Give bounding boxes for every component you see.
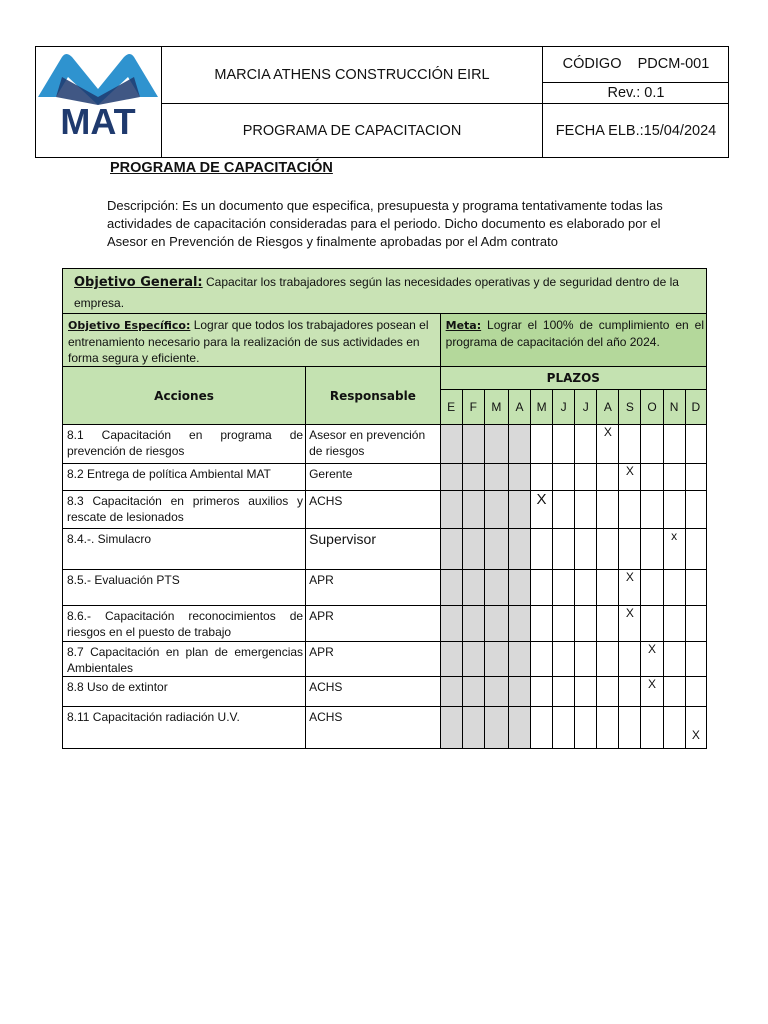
schedule-cell xyxy=(575,707,597,749)
schedule-cell xyxy=(508,491,530,529)
schedule-cell: X xyxy=(641,642,663,677)
schedule-cell xyxy=(508,425,530,464)
schedule-cell xyxy=(685,642,706,677)
schedule-cell xyxy=(531,707,553,749)
schedule-cell xyxy=(575,529,597,570)
revision: Rev.: 0.1 xyxy=(607,85,665,101)
schedule-cell xyxy=(685,425,706,464)
schedule-cell xyxy=(462,464,484,491)
schedule-cell xyxy=(508,677,530,707)
acciones-header: Acciones xyxy=(63,367,306,425)
schedule-cell xyxy=(508,707,530,749)
table-row xyxy=(63,425,707,464)
schedule-cell xyxy=(462,642,484,677)
schedule-cell xyxy=(663,606,685,642)
month-header: M xyxy=(484,390,508,425)
schedule-cell xyxy=(462,491,484,529)
schedule-cell xyxy=(641,491,663,529)
schedule-cell xyxy=(597,464,619,491)
schedule-cell xyxy=(484,464,508,491)
schedule-cell xyxy=(462,425,484,464)
company-logo xyxy=(36,47,161,157)
schedule-cell: X xyxy=(597,425,619,464)
schedule-cell xyxy=(597,606,619,642)
schedule-cell xyxy=(575,606,597,642)
schedule-cell xyxy=(484,606,508,642)
schedule-cell xyxy=(440,642,462,677)
page-title: PROGRAMA DE CAPACITACIÓN xyxy=(110,160,333,176)
schedule-cell xyxy=(553,425,575,464)
month-header: O xyxy=(641,390,663,425)
document-code: CÓDIGO PDCM-001 xyxy=(562,56,710,72)
elaboration-date: FECHA ELB.:15/04/2024 xyxy=(555,123,717,139)
schedule-cell xyxy=(440,425,462,464)
schedule-cell xyxy=(508,464,530,491)
schedule-cell xyxy=(575,425,597,464)
month-header: D xyxy=(685,390,706,425)
schedule-cell xyxy=(575,464,597,491)
responsable-cell: APR xyxy=(306,606,441,642)
schedule-cell xyxy=(508,529,530,570)
document-header xyxy=(35,46,729,158)
schedule-cell xyxy=(619,491,641,529)
month-header: J xyxy=(553,390,575,425)
schedule-cell xyxy=(462,570,484,606)
schedule-cell xyxy=(462,606,484,642)
schedule-cell xyxy=(553,677,575,707)
schedule-cell xyxy=(531,425,553,464)
schedule-cell xyxy=(531,570,553,606)
schedule-cell xyxy=(597,707,619,749)
schedule-cell xyxy=(440,570,462,606)
schedule-cell: X xyxy=(641,677,663,707)
accion-cell: 8.4.-. Simulacro xyxy=(63,529,306,570)
accion-cell: 8.3 Capacitación en primeros auxilios y rescate de lesionados xyxy=(63,491,306,529)
schedule-cell xyxy=(685,491,706,529)
schedule-cell: X xyxy=(531,491,553,529)
schedule-cell xyxy=(553,491,575,529)
schedule-cell xyxy=(575,642,597,677)
month-header: A xyxy=(508,390,530,425)
accion-cell: 8.7 Capacitación en plan de emergencias Ambientales xyxy=(63,642,306,677)
schedule-cell xyxy=(663,425,685,464)
schedule-cell xyxy=(462,677,484,707)
schedule-cell xyxy=(597,642,619,677)
schedule-cell xyxy=(531,606,553,642)
schedule-cell xyxy=(553,529,575,570)
schedule-cell: X xyxy=(619,606,641,642)
schedule-cell xyxy=(663,491,685,529)
description: Descripción: Es un documento que especifica, presupuesta y programa tentativamente todas las actividades de capacitación consideradas para el periodo. Dicho documento es elaborado por el Asesor en Prevención de Riesgos y finalmente aprobadas por el Adm contrato xyxy=(107,198,663,249)
responsable-cell: ACHS xyxy=(306,707,441,749)
svg-text:MAT: MAT xyxy=(60,101,136,142)
schedule-cell xyxy=(685,464,706,491)
schedule-cell xyxy=(663,707,685,749)
month-header: S xyxy=(619,390,641,425)
month-header: A xyxy=(597,390,619,425)
meta: Meta: Lograr el 100% de cumplimiento en el programa de capacitación del año 2024. xyxy=(440,314,706,367)
table-row xyxy=(63,570,707,606)
month-header: J xyxy=(575,390,597,425)
schedule-cell xyxy=(462,707,484,749)
schedule-cell xyxy=(663,642,685,677)
schedule-cell xyxy=(484,570,508,606)
schedule-cell xyxy=(641,606,663,642)
schedule-cell xyxy=(663,570,685,606)
schedule-cell xyxy=(531,464,553,491)
month-header: F xyxy=(462,390,484,425)
responsable-cell: Supervisor xyxy=(306,529,441,570)
schedule-cell xyxy=(462,529,484,570)
schedule-cell xyxy=(440,529,462,570)
schedule-cell xyxy=(641,707,663,749)
table-row xyxy=(63,606,707,642)
schedule-cell xyxy=(553,606,575,642)
program-name: PROGRAMA DE CAPACITACION xyxy=(242,123,462,139)
objetivo-general: Objetivo General: Capacitar los trabajadores según las necesidades operativas y de seguridad dentro de la empresa. xyxy=(63,269,707,314)
schedule-cell xyxy=(484,491,508,529)
month-header: N xyxy=(663,390,685,425)
schedule-cell xyxy=(575,677,597,707)
schedule-cell xyxy=(619,677,641,707)
schedule-cell xyxy=(619,529,641,570)
responsable-header: Responsable xyxy=(306,367,441,425)
schedule-cell: X xyxy=(619,464,641,491)
responsable-cell: ACHS xyxy=(306,677,441,707)
schedule-cell xyxy=(484,677,508,707)
accion-cell: 8.5.- Evaluación PTS xyxy=(63,570,306,606)
schedule-cell: X xyxy=(619,570,641,606)
schedule-cell: X xyxy=(685,707,706,749)
schedule-cell xyxy=(553,464,575,491)
table-row xyxy=(63,491,707,529)
schedule-cell xyxy=(508,570,530,606)
schedule-cell xyxy=(440,707,462,749)
schedule-cell xyxy=(685,606,706,642)
schedule-cell xyxy=(575,570,597,606)
schedule-cell xyxy=(641,464,663,491)
accion-cell: 8.6.- Capacitación reconocimientos de riesgos en el puesto de trabajo xyxy=(63,606,306,642)
schedule-cell xyxy=(440,677,462,707)
schedule-cell xyxy=(553,707,575,749)
training-program-table xyxy=(62,268,707,749)
schedule-cell xyxy=(440,491,462,529)
schedule-cell xyxy=(440,464,462,491)
schedule-cell xyxy=(484,529,508,570)
schedule-cell xyxy=(641,529,663,570)
schedule-cell xyxy=(531,529,553,570)
schedule-cell xyxy=(508,606,530,642)
schedule-cell xyxy=(685,529,706,570)
schedule-cell xyxy=(619,707,641,749)
table-row xyxy=(63,529,707,570)
schedule-cell xyxy=(553,642,575,677)
schedule-cell xyxy=(663,677,685,707)
accion-cell: 8.11 Capacitación radiación U.V. xyxy=(63,707,306,749)
schedule-cell xyxy=(597,529,619,570)
schedule-cell xyxy=(685,570,706,606)
schedule-cell xyxy=(685,677,706,707)
schedule-cell xyxy=(597,491,619,529)
responsable-cell: Gerente xyxy=(306,464,441,491)
responsable-cell: Asesor en prevención de riesgos xyxy=(306,425,441,464)
schedule-cell xyxy=(508,642,530,677)
schedule-cell xyxy=(484,425,508,464)
responsable-cell: APR xyxy=(306,642,441,677)
schedule-cell xyxy=(484,642,508,677)
accion-cell: 8.1 Capacitación en programa de prevención de riesgos xyxy=(63,425,306,464)
schedule-cell xyxy=(553,570,575,606)
accion-cell: 8.8 Uso de extintor xyxy=(63,677,306,707)
schedule-cell xyxy=(663,464,685,491)
schedule-cell xyxy=(619,425,641,464)
table-row xyxy=(63,642,707,677)
table-row xyxy=(63,464,707,491)
schedule-cell xyxy=(531,642,553,677)
plazos-header: PLAZOS xyxy=(440,367,706,390)
company-name: MARCIA ATHENS CONSTRUCCIÓN EIRL xyxy=(214,67,490,83)
schedule-cell xyxy=(531,677,553,707)
table-row xyxy=(63,707,707,749)
objetivo-especifico: Objetivo Específico: Lograr que todos los trabajadores posean el entrenamiento necesario para la realización de sus actividades en forma segura y eficiente. xyxy=(63,314,441,367)
schedule-cell xyxy=(597,570,619,606)
month-header: M xyxy=(531,390,553,425)
schedule-cell xyxy=(619,642,641,677)
schedule-cell: x xyxy=(663,529,685,570)
schedule-cell xyxy=(641,570,663,606)
accion-cell: 8.2 Entrega de política Ambiental MAT xyxy=(63,464,306,491)
schedule-cell xyxy=(597,677,619,707)
responsable-cell: APR xyxy=(306,570,441,606)
schedule-cell xyxy=(575,491,597,529)
schedule-cell xyxy=(641,425,663,464)
schedule-cell xyxy=(484,707,508,749)
table-row xyxy=(63,677,707,707)
schedule-cell xyxy=(440,606,462,642)
responsable-cell: ACHS xyxy=(306,491,441,529)
month-header: E xyxy=(440,390,462,425)
